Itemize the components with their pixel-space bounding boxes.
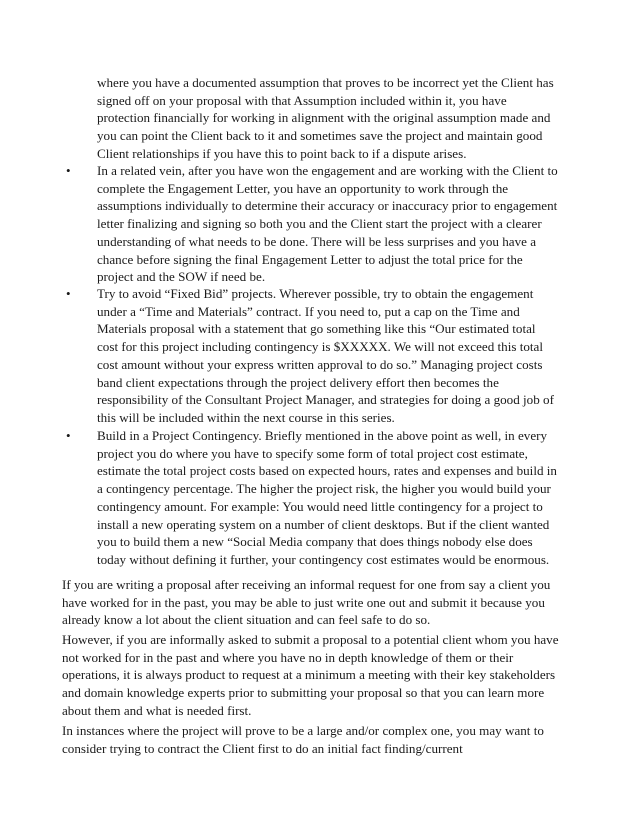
list-item-text: In a related vein, after you have won the engagement and are working with the Client to complete the Engagement Letter, you have an opportunity to work through the assumptions individually to determine their accuracy or inaccuracy prior to engagement letter finalizing and signing so both you and the Client start the project with a clearer understanding of what needs to be done. There will be less surprises and you have a chance before signing the final Engagement Letter to adjust the total price for the project and the SOW if need be. (97, 163, 558, 285)
body-paragraph: If you are writing a proposal after receiving an informal request for one from say a client you have worked for in the past, you may be able to just write one out and submit it because you already know a lot about the client situation and can feel safe to do so. (62, 577, 551, 628)
continuation-paragraph: where you have a documented assumption that proves to be incorrect yet the Client has signed off on your proposal with that Assumption included within it, you have protection financially for working in alignment with the original assumption made and you can point the Client back to it and sometimes save the project and maintain good Client relationships if you have this to point back to if a dispute arises. (97, 75, 554, 161)
body-paragraph: In instances where the project will prove to be a large and/or complex one, you may want to consider trying to contract the Client first to do an initial fact finding/current (62, 723, 544, 756)
bullet-marker: • (66, 286, 71, 301)
list-item-text: Try to avoid “Fixed Bid” projects. Wherever possible, try to obtain the engagement under a “Time and Materials” contract. If you need to, put a cap on the Time and Materials proposal with a statement that go something like this “Our estimated total cost for this project including contingency is $XXXXX. We will not exceed this total cost amount without your express written approval to do so.” Managing project costs band client expectations through the project delivery effort then becomes the responsibility of the Consultant Project Manager, and strategies for doing a good job of this will be included within the next course in this series. (97, 286, 554, 425)
bullet-marker: • (66, 428, 71, 443)
bullet-marker: • (66, 163, 71, 178)
body-paragraph: However, if you are informally asked to submit a proposal to a potential client whom you have not worked for in the past and where you have no in depth knowledge of them or their operations, it is always product to request at a minimum a meeting with their key stakeholders and domain knowledge experts prior to submitting your proposal so that you can learn more about them and what is needed first. (62, 632, 559, 718)
list-item-text: Build in a Project Contingency. Briefly mentioned in the above point as well, in every project you do where you have to specify some form of total project cost estimate, estimate the total project costs based on expected hours, rates and expenses and build in a contingency percentage. The higher the project risk, the higher you would build your contingency amount. For example: You would need little contingency for a project to install a new operating system on a number of client desktops. But if the client wanted you to build them a new “Social Media company that does things nobody else does today without defining it further, your contingency cost estimates would be enormous. (97, 428, 557, 567)
